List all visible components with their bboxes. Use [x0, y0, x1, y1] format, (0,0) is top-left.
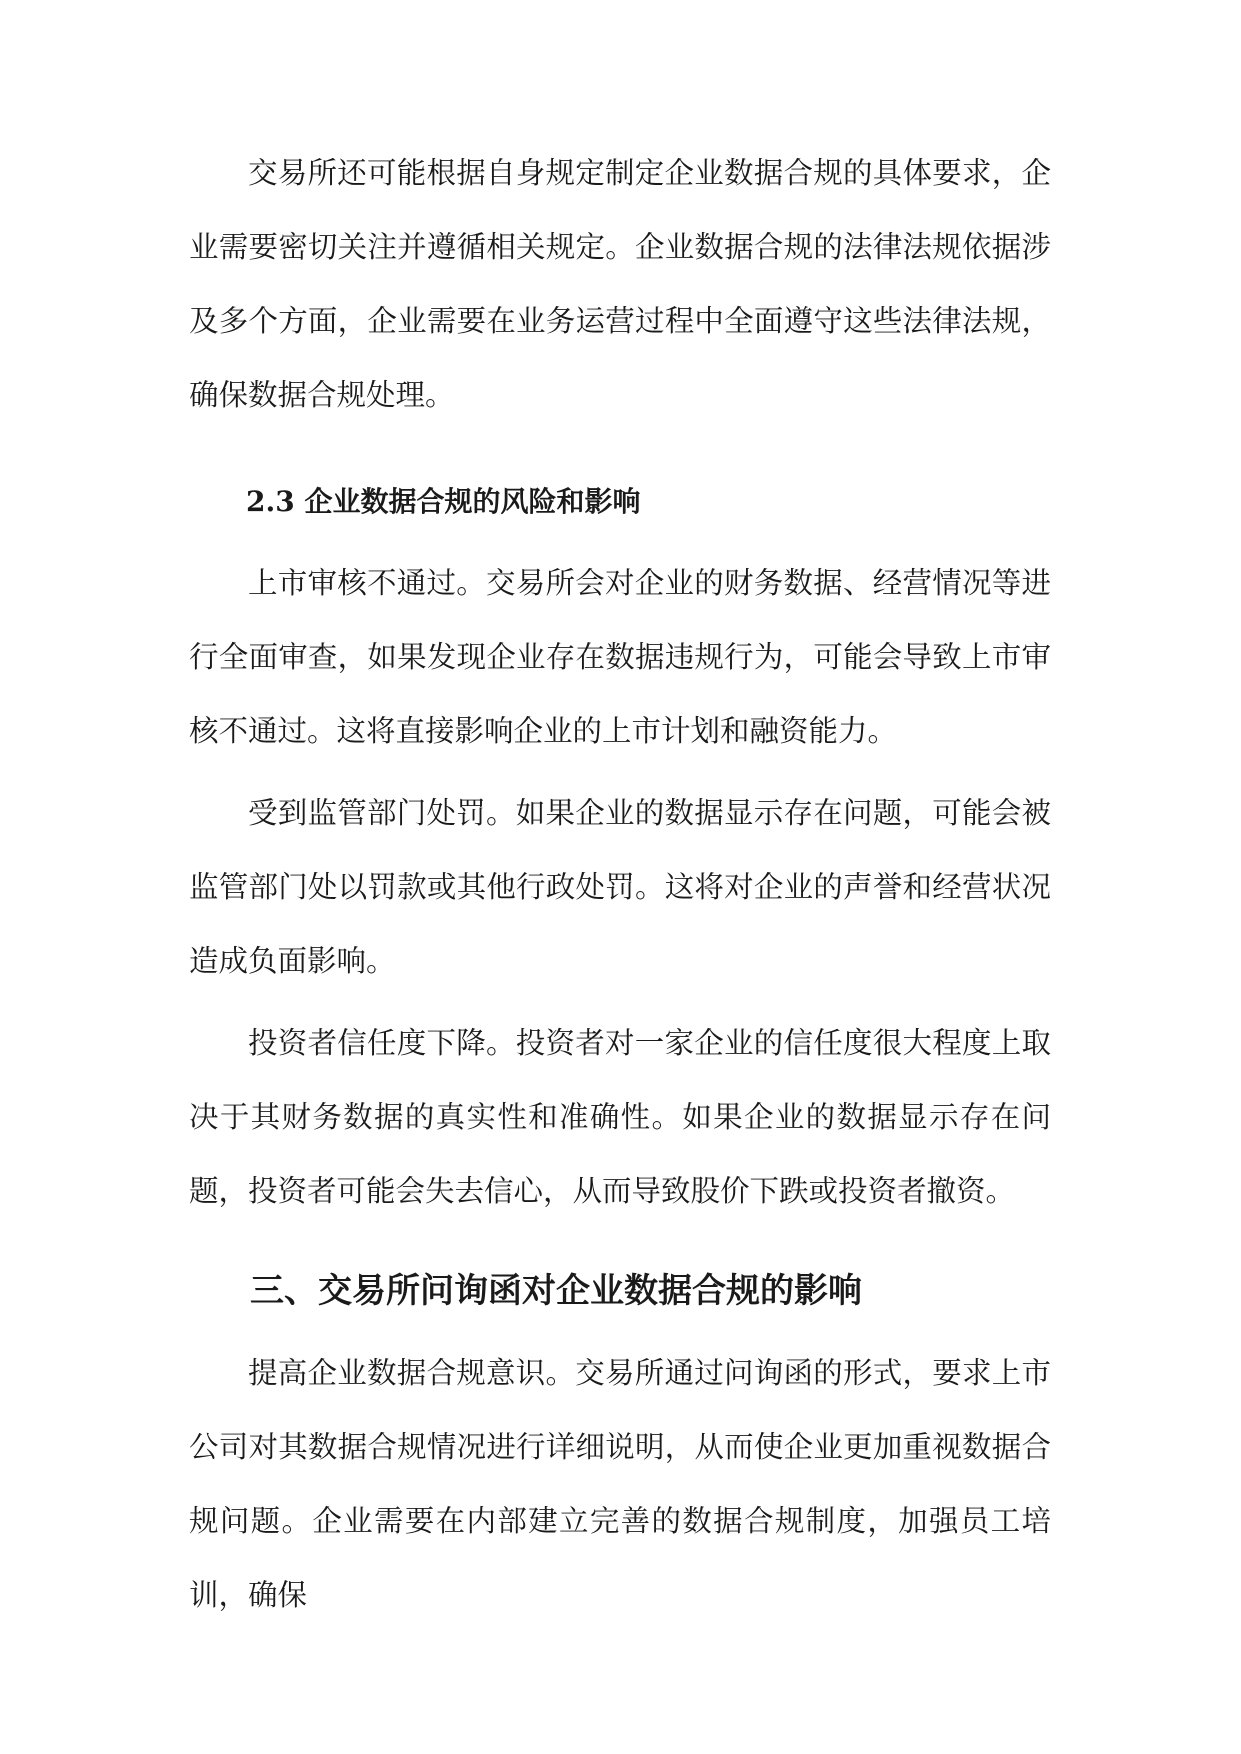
body-paragraph: 提高企业数据合规意识。交易所通过问询函的形式，要求上市公司对其数据合规情况进行详细说明，从而使企业更加重视数据合规问题。企业需要在内部建立完善的数据合规制度，加强员工培训，确保 — [189, 1356, 1051, 1612]
body-paragraph: 受到监管部门处罚。如果企业的数据显示存在问题，可能会被监管部门处以罚款或其他行政处罚。这将对企业的声誉和经营状况造成负面影响。 — [189, 796, 1051, 978]
body-paragraph: 交易所还可能根据自身规定制定企业数据合规的具体要求，企业需要密切关注并遵循相关规定。企业数据合规的法律法规依据涉及多个方面，企业需要在业务运营过程中全面遵守这些法律法规，确保数据合规处理。 — [189, 156, 1051, 412]
chapter-heading-3: 三、交易所问询函对企业数据合规的影响 — [250, 1271, 862, 1311]
body-paragraph: 上市审核不通过。交易所会对企业的财务数据、经营情况等进行全面审查，如果发现企业存在数据违规行为，可能会导致上市审核不通过。这将直接影响企业的上市计划和融资能力。 — [189, 566, 1051, 748]
body-paragraph: 投资者信任度下降。投资者对一家企业的信任度很大程度上取决于其财务数据的真实性和准确性。如果企业的数据显示存在问题，投资者可能会失去信心，从而导致股价下跌或投资者撤资。 — [189, 1026, 1051, 1208]
section-heading-2-3: 2.3 企业数据合规的风险和影响 — [246, 485, 641, 518]
